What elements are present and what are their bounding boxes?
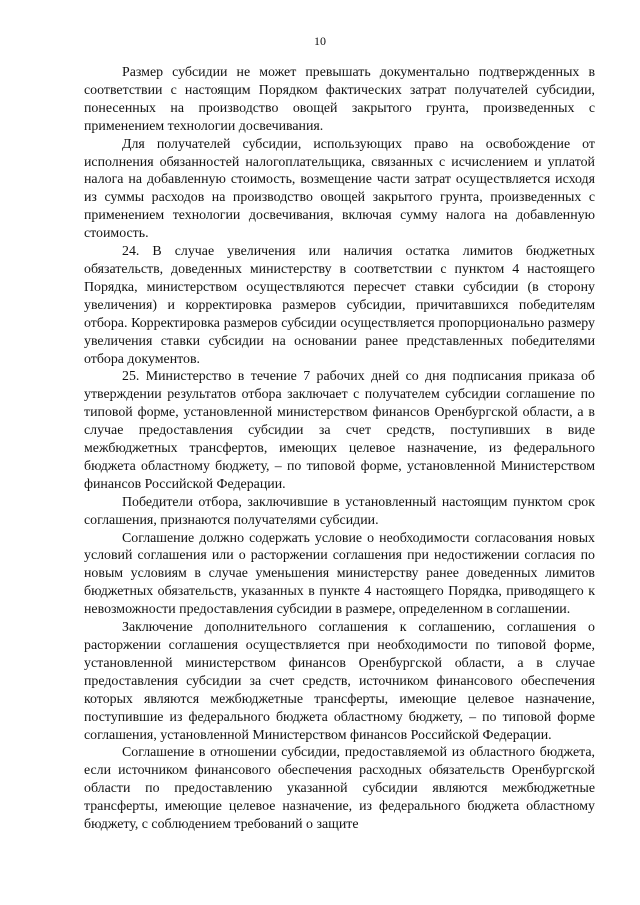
paragraph-additional-agreement: Заключение дополнительного соглашения к соглашению, соглашения о расторжении соглашения осуществляется при необходимости по типовой форме, установленной министерством финансов Оренбургской области, а в случае предоставления субсидии за счет средств, источником финансового обеспечения которых являются межбюджетные трансферты, имеющие целевое назначение, поступившие из федерального бюджета областному бюджету, – по типовой форме соглашения, установленной Министерством финансов Российской Федерации. [84,620,595,743]
body-text [84,64,595,834]
paragraph-federal-subsidy: Соглашение в отношении субсидии, предоставляемой из областного бюджета, если источником финансового обеспечения расходных обязательств Оренбургской области по предоставлению указанной субсидии являются межбюджетные трансферты, имеющие целевое назначение, из федерального бюджета областному бюджету, с соблюдением требований о защите [84,745,595,833]
paragraph-vat-exempt: Для получателей субсидии, использующих право на освобождение от исполнения обязанностей налогоплательщика, связанных с исчислением и уплатой налога на добавленную стоимость, возмещение части затрат осуществляется исходя из суммы расходов на производство овощей закрытого грунта, произведенных с применением технологии досвечивания, включая сумму налога на добавленную стоимость. [84,136,595,242]
paragraph-item-25: 25. Министерство в течение 7 рабочих дней со дня подписания приказа об утверждении результатов отбора заключает с получателем субсидии соглашение по типовой форме, установленной министерством финансов Оренбургской области, а в случае предоставления субсидии за счет средств, поступивших в виде межбюджетных трансфертов, имеющих целевое назначение, из федерального бюджета областному бюджету, – по типовой форме, установленной Министерством финансов Российской Федерации. [84,369,595,492]
paragraph-winners: Победители отбора, заключившие в установленный настоящим пунктом срок соглашения, признаются получателями субсидии. [84,494,595,528]
paragraph-item-24: 24. В случае увеличения или наличия остатка лимитов бюджетных обязательств, доведенных министерству в соответствии с пунктом 4 настоящего Порядка, министерством осуществляются пересчет ставки субсидии (в сторону увеличения) и корректировка размеров субсидии, причитавшихся победителям отбора. Корректировка размеров субсидии осуществляется пропорционально размеру увеличения ставки субсидии на основании ранее представленных победителями отбора документов. [84,244,595,367]
paragraph-subsidy-limit: Размер субсидии не может превышать документально подтвержденных в соответствии с настоящим Порядком фактических затрат получателей субсидии, понесенных на производство овощей закрытого грунта, произведенных с применением технологии досвечивания. [84,65,595,134]
page-number: 10 [314,34,326,48]
paragraph-agreement-conditions: Соглашение должно содержать условие о необходимости согласования новых условий соглашения или о расторжении соглашения при недостижении согласия по новым условиям в случае уменьшения министерству ранее доведенных лимитов бюджетных обязательств, указанных в пункте 4 настоящего Порядка, приводящего к невозможности предоставления субсидии в размере, определенном в соглашении. [84,530,595,618]
